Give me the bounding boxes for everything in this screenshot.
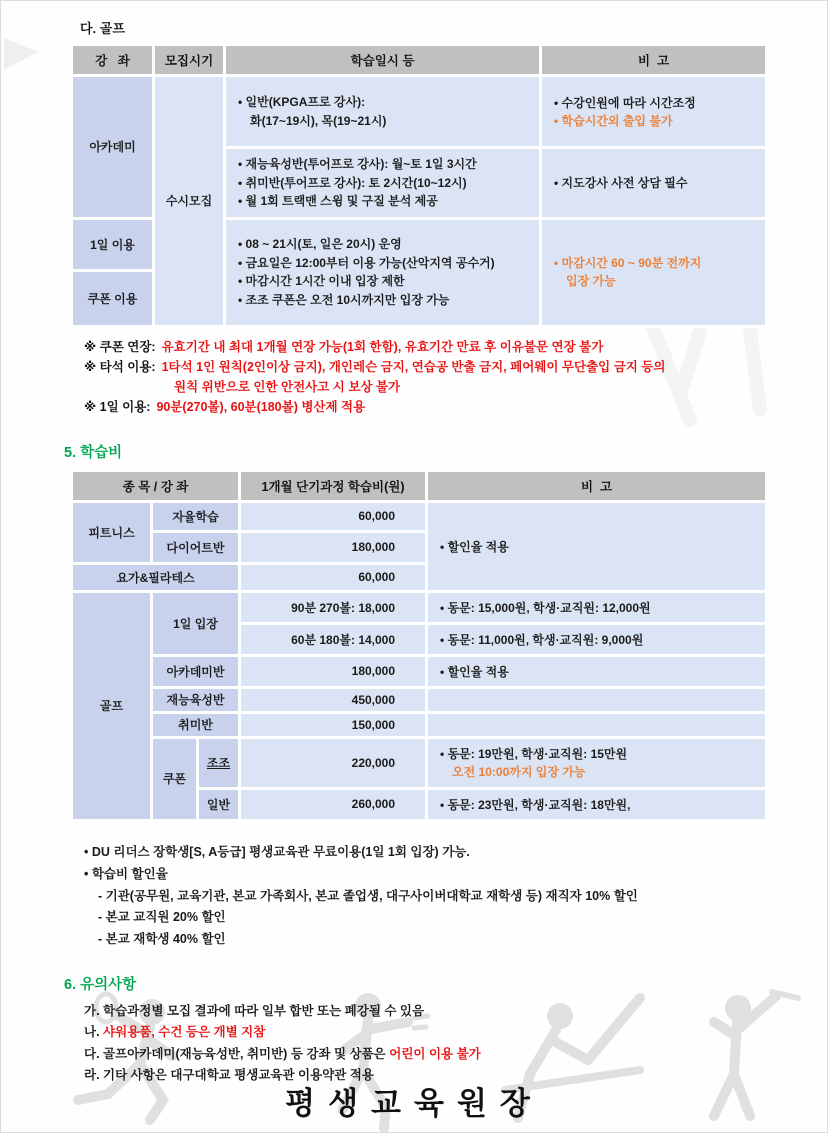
cell-schedule-dayuse: • 08 ~ 21시(토, 일은 20시) 운영 • 금요일은 12:00부터 이용 가능(산악지역 공수거) • 마감시간 1시간 이내 입장 제한 • 조조 쿠폰은 오전 10시까지만 입장 가능 [225,218,541,326]
fee-col-price: 1개월 단기과정 학습비(원) [240,470,427,501]
note-tee-use-cont: 원칙 위반으로 인한 안전사고 시 보상 불가 [174,379,401,394]
golf-row-academy-1 [72,76,767,148]
golf-col-note: 비 고 [541,45,767,76]
cell-early: 조조 [198,737,240,788]
note-coupon-extension: ※ 쿠폰 연장: 유효기간 내 최대 1개월 연장 가능(1회 한함), 유효기간 만료 후 이유불문 연장 불가 [84,339,604,354]
signature-title: 평생교육원장 [285,1086,543,1121]
fee-benefit-notes [84,842,765,951]
fee-row-90min [72,591,767,623]
fee-col-item: 종 목 / 강 좌 [72,470,240,501]
fee-col-note: 비 고 [427,470,767,501]
cell-academy-price: 180,000 [240,655,427,687]
fee-table [70,469,768,822]
cell-talent: 재능육성반 [152,687,240,712]
golf-col-schedule: 학습일시 등 [225,45,541,76]
cell-schedule-talent: • 재능육성반(투어프로 강사): 월~토 1일 3시간 • 취미반(투어프로 강사): 토 2시간(10~12시) • 월 1회 트랙맨 스윙 및 구질 분석 제공 [225,148,541,219]
note-day-use: ※ 1일 이용: 90분(270볼), 60분(180볼) 병산제 적용 [84,399,366,414]
cell-self-price: 60,000 [240,501,427,531]
cell-note-general: • 수강인원에 따라 시간조정 • 학습시간외 출입 불가 [541,76,767,148]
fee-section-heading: 5. 학습비 [64,444,123,461]
golf-header-row [72,45,767,76]
cell-coupon: 쿠폰 [152,737,198,820]
cell-hobby-note [427,712,767,737]
cell-coupon-use: 쿠폰 이용 [72,270,154,326]
cell-academy-class: 아카데미반 [152,655,240,687]
cell-recruit: 수시모집 [154,76,225,327]
caution-a: 가. 학습과정별 모집 결과에 따라 일부 합반 또는 폐강될 수 있음 [84,1004,425,1019]
fee-row-talent [72,687,767,712]
cell-fitness: 피트니스 [72,501,152,563]
golf-col-period: 모집시기 [154,45,225,76]
cell-early-note: • 동문: 19만원, 학생·교직원: 15만원 오전 10:00까지 입장 가능 [427,737,767,788]
cell-yoga: 요가&필라테스 [72,563,240,591]
caution-c: 다. 골프아카데미(재능육성반, 취미반) 등 강좌 및 상품은 어린이 이용 불가 [84,1046,481,1061]
cell-yoga-price: 60,000 [240,563,427,591]
caution-b: 나. 샤워용품, 수건 등은 개별 지참 [84,1025,266,1040]
note-tee-use: ※ 타석 이용: 1타석 1인 원칙(2인이상 금지), 개인레슨 금지, 연습공 반출 금지, 페어웨이 무단출입 금지 등의 [84,359,666,374]
benefit-discount-title: • 학습비 할인율 [84,866,168,881]
golf-section-heading: 다. 골프 [80,21,125,36]
benefit-staff-discount: - 본교 교직원 20% 할인 [98,910,226,925]
benefit-du-leaders: • DU 리더스 장학생[S, A등급] 평생교육관 무료이용(1일 1회 입장) 가능. [84,844,470,859]
cautions-heading: 6. 유의사항 [64,977,137,994]
cell-golf: 골프 [72,591,152,820]
cell-general-note: • 동문: 23만원, 학생·교직원: 18만원, [427,788,767,820]
fee-row-hobby [72,712,767,737]
cell-general-price: 260,000 [240,788,427,820]
cell-hobby: 취미반 [152,712,240,737]
cell-day-entry: 1일 입장 [152,591,240,655]
caution-d: 라. 기타 사항은 대구대학교 평생교육관 이용약관 적용 [84,1067,374,1082]
golf-reference-notes [84,337,765,417]
cell-academy: 아카데미 [72,76,154,219]
cell-60min-note: • 동문: 11,000원, 학생·교직원: 9,000원 [427,623,767,655]
cell-early-price: 220,000 [240,737,427,788]
cell-talent-note [427,687,767,712]
fee-row-selfstudy [72,501,767,531]
benefit-student-discount: - 본교 재학생 40% 할인 [98,932,226,947]
cell-note-dayuse: • 마감시간 60 ~ 90분 전까지 입장 가능 [541,218,767,326]
cell-90min-note: • 동문: 15,000원, 학생·교직원: 12,000원 [427,591,767,623]
cell-diet-price: 180,000 [240,531,427,563]
cell-talent-price: 450,000 [240,687,427,712]
cell-diet: 다이어트반 [152,531,240,563]
golf-col-course: 강 좌 [72,45,154,76]
fee-row-early-coupon [72,737,767,788]
cell-60min-price: 60분 180볼: 14,000 [240,623,427,655]
cell-note-talent: • 지도강사 사전 상담 필수 [541,148,767,219]
cell-schedule-general: • 일반(KPGA프로 강사): 화(17~19시), 목(19~21시) [225,76,541,148]
cell-day-use: 1일 이용 [72,218,154,270]
golf-table [70,43,768,328]
cell-hobby-price: 150,000 [240,712,427,737]
cell-90min-price: 90분 270볼: 18,000 [240,591,427,623]
benefit-org-discount: - 기관(공무원, 교육기관, 본교 가족회사, 본교 졸업생, 대구사이버대학교 재학생 등) 재직자 10% 할인 [98,888,638,903]
cell-discount-note: • 할인율 적용 [427,501,767,591]
cell-general: 일반 [198,788,240,820]
cell-academy-note: • 할인율 적용 [427,655,767,687]
fee-header-row [72,470,767,501]
cell-self-study: 자율학습 [152,501,240,531]
fee-row-academy [72,655,767,687]
